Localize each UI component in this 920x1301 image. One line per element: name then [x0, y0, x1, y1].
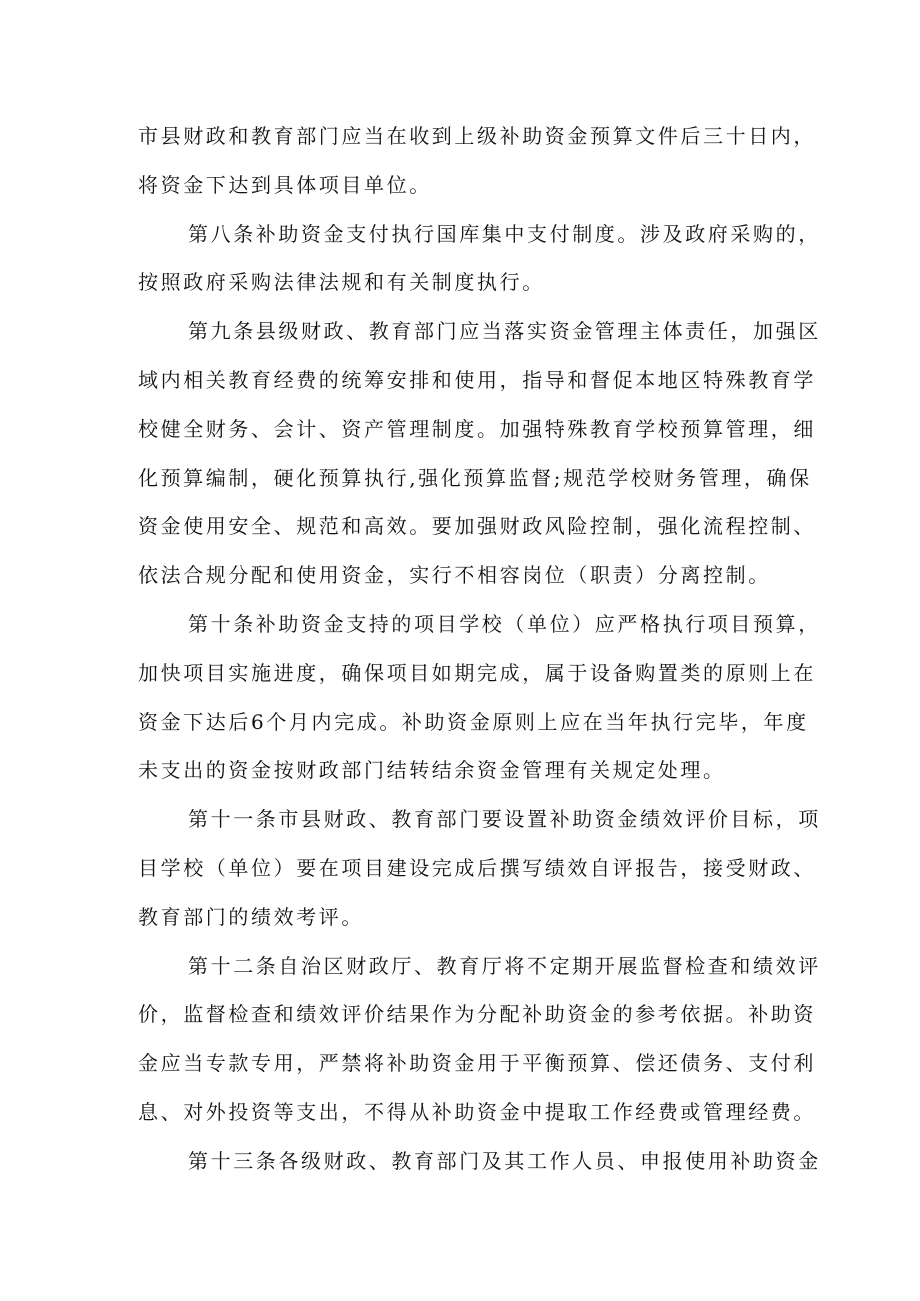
article-11-line: 目学校（单位）要在项目建设完成后撰写绩效自评报告，接受财政、 — [138, 855, 816, 880]
article-9-line: 资金使用安全、规范和高效。要加强财政风险控制，强化流程控制、 — [138, 514, 816, 539]
article-12-line: 第十二条自治区财政厅、教育厅将不定期开展监督检查和绩效评 — [188, 953, 821, 978]
article-10-line: 未支出的资金按财政部门结转结余资金管理有关规定处理。 — [138, 758, 726, 783]
article-11-line: 教育部门的绩效考评。 — [138, 904, 364, 929]
article-8-line: 第八条补助资金支付执行国库集中支付制度。涉及政府采购的， — [188, 221, 821, 246]
article-12-line: 息、对外投资等支出，不得从补助资金中提取工作经费或管理经费。 — [138, 1099, 816, 1124]
article-9-line: 域内相关教育经费的统筹安排和使用，指导和督促本地区特殊教育学 — [138, 367, 816, 392]
article-9-line: 依法合规分配和使用资金，实行不相容岗位（职责）分离控制。 — [138, 563, 771, 588]
article-12-line: 金应当专款专用，严禁将补助资金用于平衡预算、偿还债务、支付利 — [138, 1051, 816, 1076]
article-11-line: 第十一条市县财政、教育部门要设置补助资金绩效评价目标，项 — [188, 807, 821, 832]
paragraph-line: 市县财政和教育部门应当在收到上级补助资金预算文件后三十日内， — [138, 124, 816, 148]
article-9-line: 第九条县级财政、教育部门应当落实资金管理主体责任，加强区 — [188, 319, 821, 344]
article-9-line: 校健全财务、会计、资产管理制度。加强特殊教育学校预算管理，细 — [138, 416, 816, 441]
article-9-line: 化预算编制，硬化预算执行,强化预算监督;规范学校财务管理，确保 — [138, 465, 812, 490]
article-13-line: 第十三条各级财政、教育部门及其工作人员、申报使用补助资金 — [188, 1148, 821, 1173]
article-12-line: 价，监督检查和绩效评价结果作为分配补助资金的参考依据。补助资 — [138, 1002, 816, 1027]
article-10-line: 加快项目实施进度，确保项目如期完成，属于设备购置类的原则上在 — [138, 660, 816, 685]
paragraph-line: 将资金下达到具体项目单位。 — [138, 172, 432, 197]
article-10-line: 资金下达后6个月内完成。补助资金原则上应在当年执行完毕，年度 — [138, 709, 809, 734]
article-8-line: 按照政府采购法律法规和有关制度执行。 — [138, 270, 545, 295]
article-10-line: 第十条补助资金支持的项目学校（单位）应严格执行项目预算， — [188, 611, 821, 636]
document-body — [138, 112, 821, 1186]
